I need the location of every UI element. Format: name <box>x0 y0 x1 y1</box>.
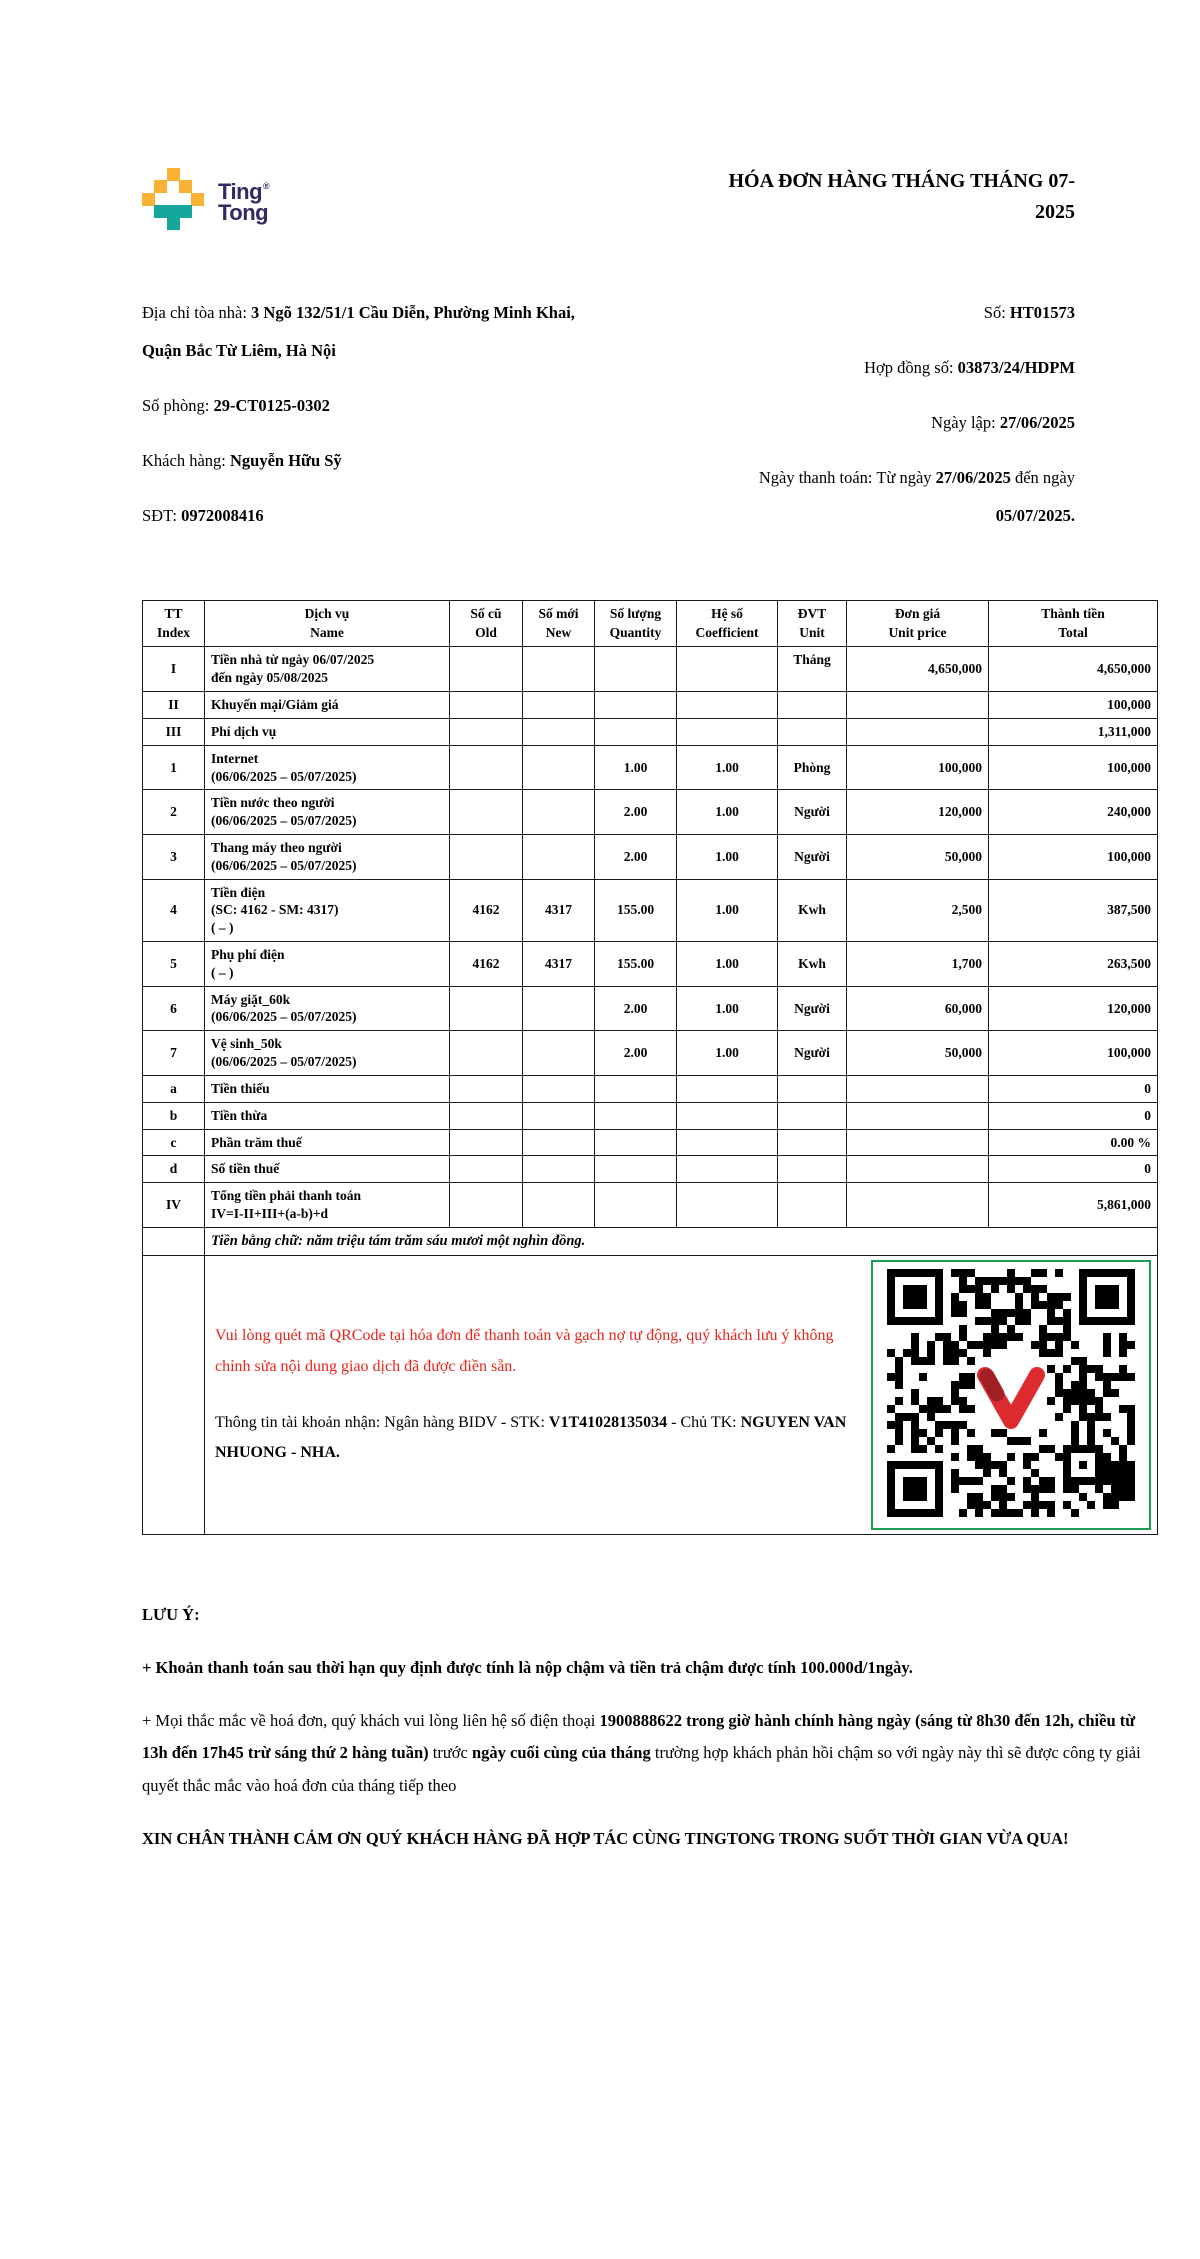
table-coeff-cell: 1.00 <box>677 942 778 987</box>
qr-code <box>887 1269 1135 1522</box>
column-header-total: Thành tiền Total <box>989 600 1158 647</box>
table-total-cell: 387,500 <box>989 879 1158 941</box>
table-row-1 <box>143 745 1158 790</box>
issue-date: Ngày lập: 27/06/2025 <box>931 412 1075 432</box>
table-unit-cell: Người <box>778 1031 847 1076</box>
table-name-cell: Vệ sinh_50k (06/06/2025 – 05/07/2025) <box>205 1031 450 1076</box>
table-new-cell <box>523 745 595 790</box>
table-name-cell: Tiền nước theo người (06/06/2025 – 05/07/2025) <box>205 790 450 835</box>
table-name-cell: Tiền thiếu <box>205 1075 450 1102</box>
invoice-title-line2: 2025 <box>1035 201 1075 223</box>
column-header-old: Số cũ Old <box>450 600 523 647</box>
customer-info <box>142 294 654 552</box>
table-qty-cell: 2.00 <box>595 834 677 879</box>
table-index-cell: II <box>143 692 205 719</box>
table-old-cell <box>450 790 523 835</box>
invoice-meta <box>685 294 1075 552</box>
table-coeff-cell: 1.00 <box>677 879 778 941</box>
table-total-cell: 263,500 <box>989 942 1158 987</box>
table-coeff-cell: 1.00 <box>677 986 778 1031</box>
table-index-cell: I <box>143 647 205 692</box>
table-coeff-cell <box>677 692 778 719</box>
table-qty-cell <box>595 1156 677 1183</box>
table-coeff-cell: 1.00 <box>677 790 778 835</box>
table-name-cell: Tổng tiền phải thanh toán IV=I-II+III+(a-b)+d <box>205 1183 450 1228</box>
notes-heading: LƯU Ý: <box>142 1604 200 1624</box>
table-coeff-cell <box>677 1183 778 1228</box>
table-name-cell: Internet (06/06/2025 – 05/07/2025) <box>205 745 450 790</box>
amount-in-words-value: năm triệu tám trăm sáu mươi một nghìn đồng. <box>306 1232 586 1249</box>
table-name-cell: Phí dịch vụ <box>205 718 450 745</box>
table-price-cell: 120,000 <box>847 790 989 835</box>
table-price-cell <box>847 1156 989 1183</box>
table-name-cell: Tiền điện (SC: 4162 - SM: 4317) ( – ) <box>205 879 450 941</box>
table-price-cell <box>847 718 989 745</box>
table-row-7 <box>143 1031 1158 1076</box>
column-header-new: Số mới New <box>523 600 595 647</box>
registered-trademark: ® <box>263 180 270 191</box>
table-new-cell <box>523 1031 595 1076</box>
late-payment-note: + Khoản thanh toán sau thời hạn quy định được tính là nộp chậm và tiền trả chậm được tính 100.000d/1ngày. <box>142 1658 913 1678</box>
table-qty-cell: 2.00 <box>595 790 677 835</box>
table-index-cell: 5 <box>143 942 205 987</box>
table-name-cell: Máy giặt_60k (06/06/2025 – 05/07/2025) <box>205 986 450 1031</box>
table-new-cell <box>523 1183 595 1228</box>
table-name-cell: Phần trăm thuế <box>205 1129 450 1156</box>
bank-account-info: Thông tin tài khoản nhận: Ngân hàng BIDV - STK: V1T41028135034 - Chủ TK: NGUYEN VAN NHUONG - NHA. <box>215 1413 847 1462</box>
table-index-cell: b <box>143 1102 205 1129</box>
table-index-cell: d <box>143 1156 205 1183</box>
table-old-cell <box>450 647 523 692</box>
table-new-cell <box>523 1102 595 1129</box>
table-row-II <box>143 692 1158 719</box>
table-qty-cell: 2.00 <box>595 1031 677 1076</box>
invoice-page <box>142 0 1157 1855</box>
table-new-cell <box>523 647 595 692</box>
table-qty-cell <box>595 1102 677 1129</box>
table-unit-cell <box>778 718 847 745</box>
table-unit-cell <box>778 1075 847 1102</box>
amount-in-words-index-cell <box>143 1227 205 1255</box>
payment-period: Ngày thanh toán: Từ ngày 27/06/2025 đến ngày 05/07/2025. <box>758 467 1075 525</box>
table-old-cell <box>450 1075 523 1102</box>
table-qty-cell: 155.00 <box>595 942 677 987</box>
column-header-index: TT Index <box>143 600 205 647</box>
table-price-cell: 50,000 <box>847 1031 989 1076</box>
table-old-cell <box>450 692 523 719</box>
table-price-cell: 60,000 <box>847 986 989 1031</box>
table-price-cell <box>847 1102 989 1129</box>
table-index-cell: IV <box>143 1183 205 1228</box>
building-address: Địa chỉ tòa nhà: 3 Ngõ 132/51/1 Cầu Diễn, Phường Minh Khai, Quận Bắc Từ Liêm, Hà Nội <box>142 303 575 360</box>
table-index-cell: a <box>143 1075 205 1102</box>
table-index-cell: 7 <box>143 1031 205 1076</box>
table-name-cell: Khuyến mại/Giảm giá <box>205 692 450 719</box>
amount-in-words-label: Tiền bằng chữ: <box>211 1232 307 1249</box>
table-old-cell <box>450 986 523 1031</box>
table-row-4 <box>143 879 1158 941</box>
table-total-cell: 100,000 <box>989 1031 1158 1076</box>
table-old-cell <box>450 1102 523 1129</box>
table-row-c <box>143 1129 1158 1156</box>
table-new-cell: 4317 <box>523 942 595 987</box>
table-old-cell: 4162 <box>450 879 523 941</box>
payment-row <box>143 1255 1158 1534</box>
table-total-cell: 100,000 <box>989 834 1158 879</box>
table-unit-cell <box>778 1183 847 1228</box>
column-header-unit: ĐVT Unit <box>778 600 847 647</box>
column-header-coefficient: Hệ số Coefficient <box>677 600 778 647</box>
invoice-info <box>142 294 1157 552</box>
customer-name: Khách hàng: Nguyễn Hữu Sỹ <box>142 450 342 470</box>
footer-notes <box>142 1599 1157 1855</box>
table-price-cell: 1,700 <box>847 942 989 987</box>
table-row-a <box>143 1075 1158 1102</box>
qr-instruction-text: Vui lòng quét mã QRCode tại hóa đơn để thanh toán và gạch nợ tự động, quý khách lưu ý không chỉnh sửa nội dung giao dịch đã được điền sẵn. <box>215 1327 834 1375</box>
table-new-cell <box>523 1129 595 1156</box>
table-row-d <box>143 1156 1158 1183</box>
table-name-cell: Thang máy theo người (06/06/2025 – 05/07/2025) <box>205 834 450 879</box>
table-old-cell <box>450 745 523 790</box>
table-unit-cell: Người <box>778 834 847 879</box>
table-coeff-cell: 1.00 <box>677 834 778 879</box>
customer-phone: SĐT: 0972008416 <box>142 505 264 525</box>
table-row-6 <box>143 986 1158 1031</box>
table-index-cell: III <box>143 718 205 745</box>
table-price-cell: 100,000 <box>847 745 989 790</box>
room-number: Số phòng: 29-CT0125-0302 <box>142 395 330 415</box>
table-qty-cell <box>595 718 677 745</box>
table-old-cell <box>450 1156 523 1183</box>
table-index-cell: 3 <box>143 834 205 879</box>
table-row-3 <box>143 834 1158 879</box>
table-qty-cell: 155.00 <box>595 879 677 941</box>
table-price-cell: 50,000 <box>847 834 989 879</box>
table-coeff-cell <box>677 1102 778 1129</box>
table-unit-cell: Người <box>778 790 847 835</box>
table-name-cell: Tiền nhà từ ngày 06/07/2025 đến ngày 05/08/2025 <box>205 647 450 692</box>
invoice-title <box>728 166 1157 228</box>
table-coeff-cell <box>677 1156 778 1183</box>
table-row-5 <box>143 942 1158 987</box>
table-coeff-cell <box>677 718 778 745</box>
column-header-name: Dịch vụ Name <box>205 600 450 647</box>
table-unit-cell: Phòng <box>778 745 847 790</box>
payment-instructions <box>211 1321 871 1469</box>
table-total-cell: 5,861,000 <box>989 1183 1158 1228</box>
table-row-2 <box>143 790 1158 835</box>
table-coeff-cell: 1.00 <box>677 1031 778 1076</box>
column-header-unit-price: Đơn giá Unit price <box>847 600 989 647</box>
table-price-cell <box>847 1075 989 1102</box>
table-total-cell: 0 <box>989 1075 1158 1102</box>
table-qty-cell: 2.00 <box>595 986 677 1031</box>
table-price-cell: 4,650,000 <box>847 647 989 692</box>
table-index-cell: 1 <box>143 745 205 790</box>
payment-row-index-cell <box>143 1255 205 1534</box>
table-qty-cell <box>595 1129 677 1156</box>
table-index-cell: 2 <box>143 790 205 835</box>
table-name-cell: Số tiền thuế <box>205 1156 450 1183</box>
table-new-cell <box>523 986 595 1031</box>
invoice-table-body <box>143 647 1158 1227</box>
table-total-cell: 0 <box>989 1102 1158 1129</box>
hotline-note: + Mọi thắc mắc về hoá đơn, quý khách vui lòng liên hệ số điện thoại 1900888622 trong giờ hành chính hàng ngày (sáng từ 8h30 đến 12h, chiều từ 13h đến 17h45 trừ sáng thứ 2 hàng tuần) trước ngày cuối cùng của tháng trường hợp khách phản hồi chậm so với ngày này thì sẽ được công ty giải quyết thắc mắc vào hoá đơn của tháng tiếp theo <box>142 1711 1141 1795</box>
table-new-cell <box>523 1075 595 1102</box>
table-price-cell: 2,500 <box>847 879 989 941</box>
table-index-cell: 6 <box>143 986 205 1031</box>
table-price-cell <box>847 1183 989 1228</box>
payment-cell <box>205 1255 1158 1534</box>
table-new-cell <box>523 790 595 835</box>
table-name-cell: Phụ phí điện ( – ) <box>205 942 450 987</box>
table-total-cell: 120,000 <box>989 986 1158 1031</box>
table-unit-cell <box>778 692 847 719</box>
table-row-b <box>143 1102 1158 1129</box>
table-header-row <box>143 600 1158 647</box>
table-old-cell <box>450 1129 523 1156</box>
table-new-cell <box>523 1156 595 1183</box>
invoice-title-line1: HÓA ĐƠN HÀNG THÁNG THÁNG 07- <box>728 170 1075 192</box>
table-name-cell: Tiền thừa <box>205 1102 450 1129</box>
invoice-number: Số: HT01573 <box>983 303 1075 322</box>
table-old-cell <box>450 718 523 745</box>
table-price-cell <box>847 692 989 719</box>
table-index-cell: 4 <box>143 879 205 941</box>
table-total-cell: 240,000 <box>989 790 1158 835</box>
invoice-table-header <box>143 600 1158 647</box>
table-old-cell <box>450 834 523 879</box>
table-old-cell <box>450 1031 523 1076</box>
invoice-table <box>142 600 1158 1535</box>
table-new-cell <box>523 718 595 745</box>
table-coeff-cell <box>677 1129 778 1156</box>
table-price-cell <box>847 1129 989 1156</box>
table-new-cell <box>523 834 595 879</box>
table-new-cell <box>523 692 595 719</box>
tingtong-logo <box>142 168 269 230</box>
table-old-cell: 4162 <box>450 942 523 987</box>
table-unit-cell: Người <box>778 986 847 1031</box>
qr-code-box <box>871 1260 1151 1530</box>
amount-in-words-cell <box>205 1227 1158 1255</box>
table-row-III <box>143 718 1158 745</box>
table-coeff-cell: 1.00 <box>677 745 778 790</box>
table-coeff-cell <box>677 1075 778 1102</box>
table-unit-cell <box>778 1102 847 1129</box>
table-unit-cell: Kwh <box>778 879 847 941</box>
column-header-quantity: Số lượng Quantity <box>595 600 677 647</box>
table-unit-cell <box>778 1156 847 1183</box>
tingtong-logo-mark-icon <box>142 168 204 230</box>
table-new-cell: 4317 <box>523 879 595 941</box>
table-qty-cell <box>595 692 677 719</box>
table-row-IV <box>143 1183 1158 1228</box>
table-qty-cell: 1.00 <box>595 745 677 790</box>
tingtong-logo-text: Ting® Tong <box>218 178 270 225</box>
table-index-cell: c <box>143 1129 205 1156</box>
table-total-cell: 1,311,000 <box>989 718 1158 745</box>
table-total-cell: 100,000 <box>989 692 1158 719</box>
table-unit-cell: Kwh <box>778 942 847 987</box>
table-row-I <box>143 647 1158 692</box>
table-unit-cell: Tháng <box>778 647 847 692</box>
contract-number: Hợp đồng số: 03873/24/HDPM <box>864 357 1075 377</box>
table-coeff-cell <box>677 647 778 692</box>
table-total-cell: 0 <box>989 1156 1158 1183</box>
table-total-cell: 0.00 % <box>989 1129 1158 1156</box>
table-qty-cell <box>595 1183 677 1228</box>
table-unit-cell <box>778 1129 847 1156</box>
invoice-header <box>142 166 1157 230</box>
table-qty-cell <box>595 1075 677 1102</box>
amount-in-words-row <box>143 1227 1158 1255</box>
table-total-cell: 4,650,000 <box>989 647 1158 692</box>
table-old-cell <box>450 1183 523 1228</box>
table-total-cell: 100,000 <box>989 745 1158 790</box>
closing-thanks: XIN CHÂN THÀNH CẢM ƠN QUÝ KHÁCH HÀNG ĐÃ HỢP TÁC CÙNG TINGTONG TRONG SUỐT THỜI GIAN VỪA QUA! <box>142 1828 1069 1848</box>
table-qty-cell <box>595 647 677 692</box>
